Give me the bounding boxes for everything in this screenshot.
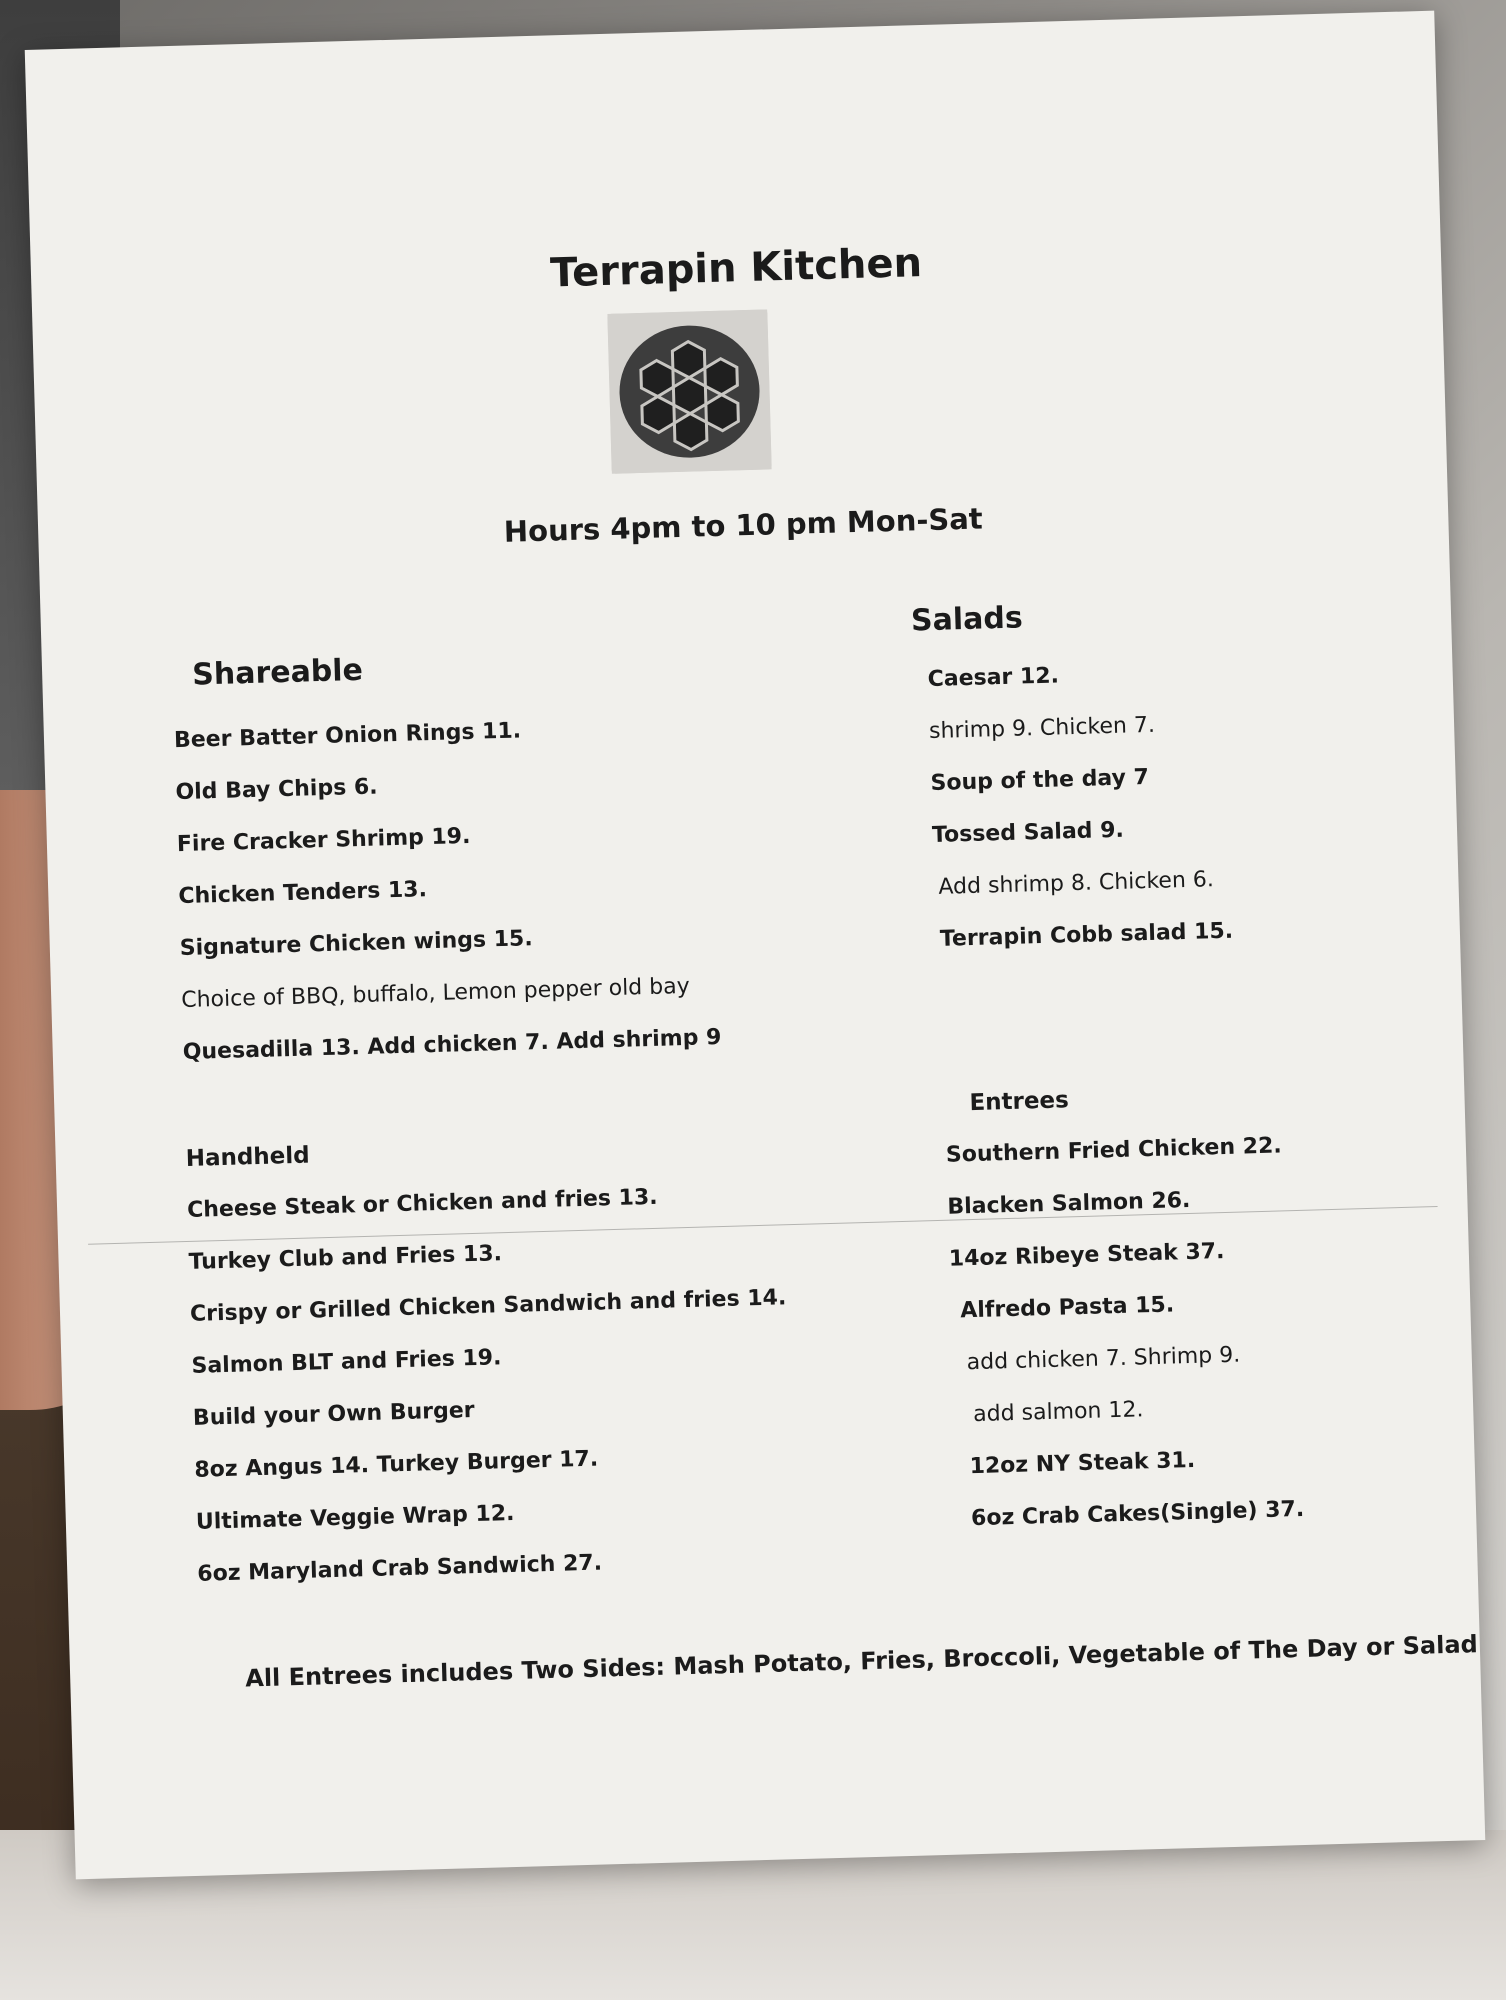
menu-sheet (25, 11, 1486, 1880)
menu-item: Terrapin Cobb salad 15. (939, 918, 1234, 952)
menu-item: Alfredo Pasta 15. (959, 1292, 1175, 1324)
menu-item: Quesadilla 13. Add chicken 7. Add shrimp 9 (182, 1024, 722, 1066)
section-heading-salads: Salads (910, 600, 1024, 639)
menu-item: 6oz Maryland Crab Sandwich 27. (197, 1550, 603, 1587)
menu-item-note: add chicken 7. Shrimp 9. (966, 1342, 1241, 1376)
menu-item: 6oz Crab Cakes(Single) 37. (970, 1496, 1305, 1532)
section-heading-entrees: Entrees (969, 1087, 1070, 1117)
menu-item: Fire Cracker Shrimp 19. (176, 823, 471, 858)
menu-item: Old Bay Chips 6. (175, 774, 378, 806)
menu-item: Beer Batter Onion Rings 11. (173, 718, 522, 754)
menu-item: Caesar 12. (927, 663, 1060, 693)
opening-hours: Hours 4pm to 10 pm Mon-Sat (503, 501, 984, 549)
menu-item: Turkey Club and Fries 13. (188, 1241, 503, 1275)
menu-item: Signature Chicken wings 15. (179, 926, 534, 962)
menu-item: Build your Own Burger (192, 1398, 475, 1431)
menu-item: Crispy or Grilled Chicken Sandwich and fries 14. (189, 1285, 787, 1327)
menu-item-note: add salmon 12. (972, 1397, 1144, 1428)
menu-item-note: shrimp 9. Chicken 7. (928, 712, 1156, 745)
section-heading-shareable: Shareable (191, 652, 364, 693)
menu-item: 14oz Ribeye Steak 37. (948, 1239, 1225, 1272)
entree-sides-note: All Entrees includes Two Sides: Mash Potato, Fries, Broccoli, Vegetable of The Day or Salad (244, 1630, 1479, 1693)
menu-item: Cheese Steak or Chicken and fries 13. (186, 1184, 658, 1223)
menu-item: Blacken Salmon 26. (947, 1187, 1191, 1220)
menu-item: 8oz Angus 14. Turkey Burger 17. (194, 1446, 599, 1483)
menu-item: Southern Fried Chicken 22. (945, 1133, 1283, 1168)
turtle-shell-icon (607, 309, 771, 473)
menu-item: 12oz NY Steak 31. (969, 1447, 1196, 1480)
menu-item: Salmon BLT and Fries 19. (191, 1345, 502, 1379)
section-heading-handheld: Handheld (185, 1142, 311, 1172)
menu-item: Ultimate Veggie Wrap 12. (195, 1500, 515, 1535)
menu-item-note: Choice of BBQ, buffalo, Lemon pepper old bay (180, 973, 691, 1014)
menu-item: Soup of the day 7 (930, 764, 1150, 797)
menu-item: Chicken Tenders 13. (178, 877, 428, 910)
menu-item: Tossed Salad 9. (931, 817, 1125, 849)
menu-title: Terrapin Kitchen (549, 240, 923, 297)
menu-item-note: Add shrimp 8. Chicken 6. (938, 867, 1215, 900)
